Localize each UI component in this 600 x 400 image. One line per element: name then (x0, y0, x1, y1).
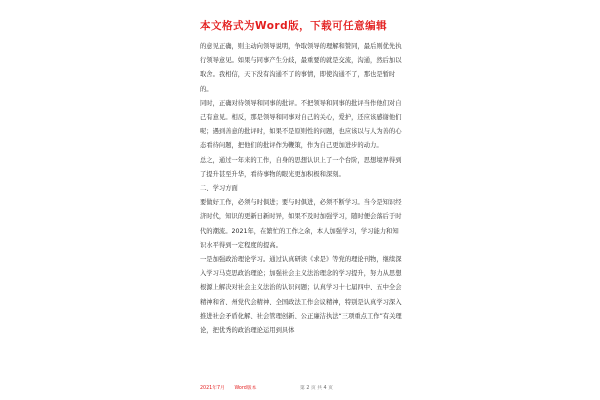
document-banner: 本文格式为Word版，下载可任意编辑 (200, 20, 388, 32)
footer-date: 2021年7月 Word版本 (200, 386, 257, 391)
paragraph-3: 总之，通过一年来的工作，自身的思想认识上了一个台阶，思想境界得到了提升甚至升华，看待事物的眼光更加积极和深刻。 (200, 156, 402, 178)
paragraph-5: 一是加强政治理论学习。通过认真研读《求是》等党的理论刊物，继续深入学习马克思政治理论；加强社会主义法治理念的学习提升，努力从思想根源上解决对社会主义法治的认识问题；认真学习十七届四中、五中全会精神和省、州党代会精神、全国政法工作会议精神，特别是认真学习深入推进社会矛盾化解、社会管理创新、公正廉洁执法“三项重点工作”有关理论，把优秀的政治理论运用到具体 (200, 256, 402, 335)
paragraph-2: 同时，正确对待领导和同事的批评。不把领导和同事的批评当作他们对自己有意见。相反，那是领导和同事对自己的关心，爱护，还应该感谢他们呢；遇到善意的批评时，如果不是原则性的问题，也应该以与人为善的心态看待问题，把他们的批评作为鞭策，作为自己更加进步的动力。 (200, 99, 402, 150)
paragraph-1: 的意见正确，则主动向领导说明，争取领导的理解和赞同，最后则优先执行领导意见。如果与同事产生分歧，最重要的就是交流，沟通，然后加以取舍。我相信，天下没有沟通不了的事情，即使沟通不了，那也是暂时的。 (200, 43, 402, 93)
section-heading-study: 二、学习方面 (200, 185, 238, 193)
document-body (200, 40, 404, 338)
footer-page-number: 第 2 页 共 4 页 (300, 386, 333, 391)
paragraph-4: 要做好工作，必须与时俱进；要与时俱进，必须不断学习。当今是知识经济时代，知识的更新日新时异，如果不及时加强学习，随时便会落后于时代的潮流。2021年，在繁忙的工作之余，本人加强学习，学习能力和知识水平得到一定程度的提高。 (200, 199, 402, 249)
